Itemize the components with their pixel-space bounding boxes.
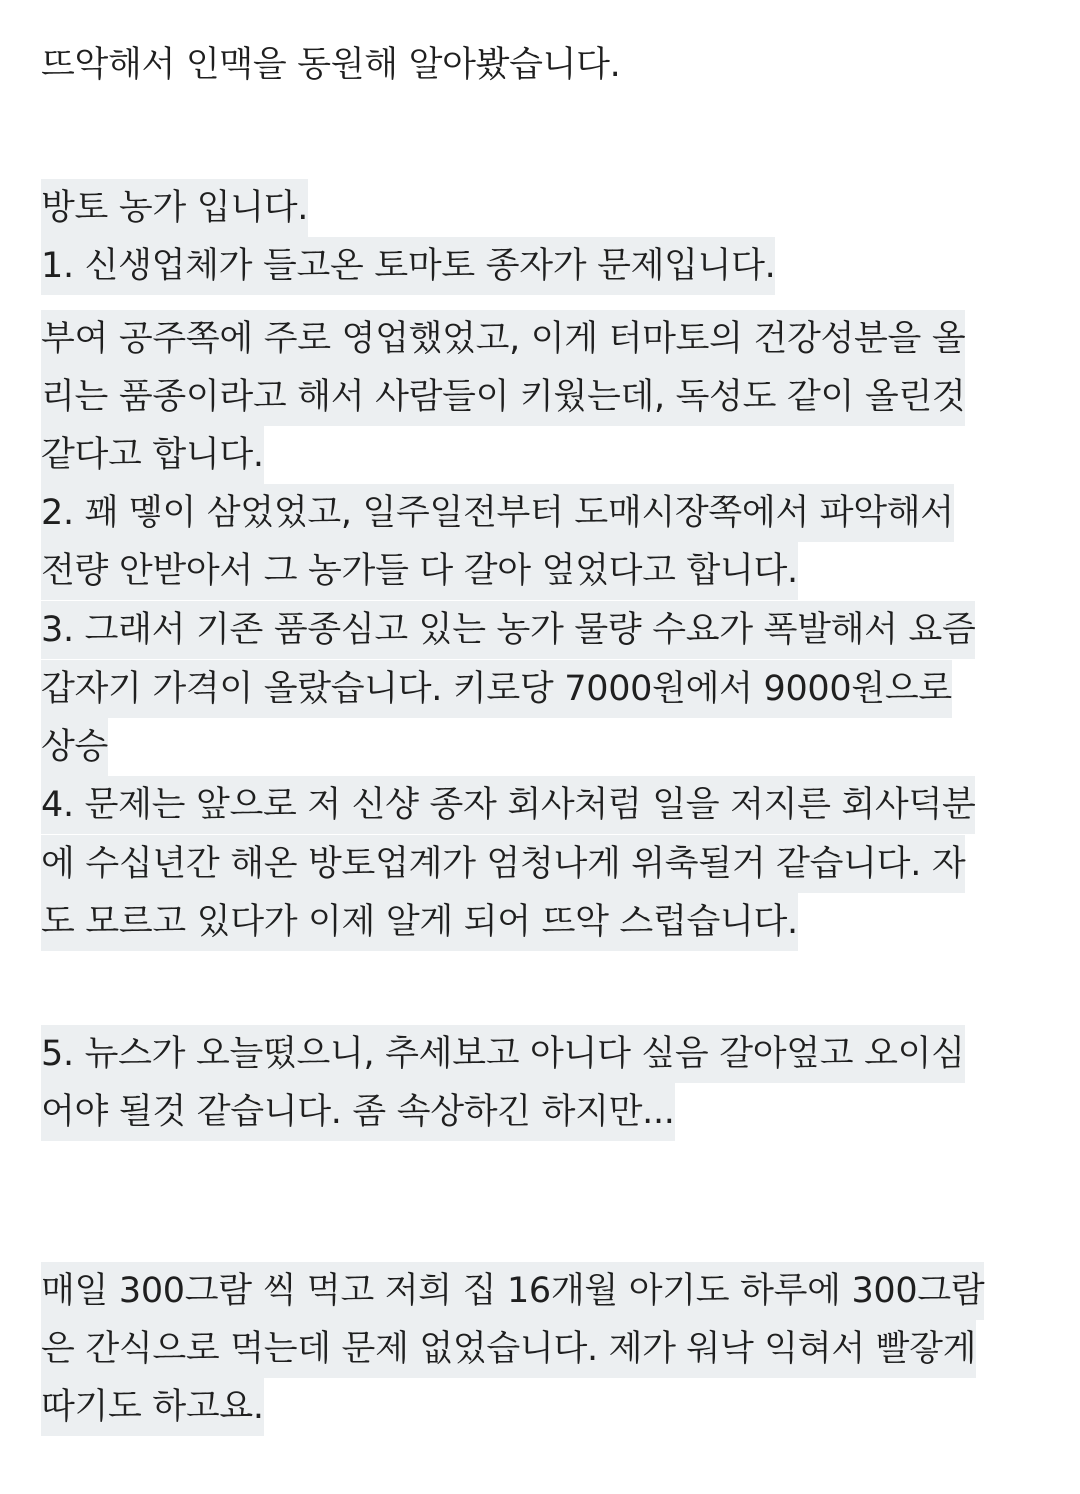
- quote-line: 방토 농가 입니다.: [41, 179, 308, 237]
- quote-line: 부여 공주쪽에 주로 영업했었고, 이게 터마토의 건강성분을 올: [41, 310, 965, 368]
- quote-line: 2. 꽤 멯이 삼었었고, 일주일전부터 도매시장쪽에서 파악해서: [41, 484, 954, 542]
- quote-line: 리는 품종이라고 해서 사람들이 키웠는데, 독성도 같이 올린것: [41, 368, 965, 426]
- quote-line: 도 모르고 있다가 이제 알게 되어 뜨악 스럽습니다.: [41, 893, 798, 951]
- quote-line: 어야 될것 같습니다. 좀 속상하긴 하지만...: [41, 1083, 675, 1141]
- quote-line: 전량 안받아서 그 농가들 다 갈아 엎었다고 합니다.: [41, 542, 798, 600]
- quote-line: 에 수십년간 해온 방토업계가 엄청나게 위축될거 같습니다. 자: [41, 835, 965, 893]
- quote-line: 3. 그래서 기존 품종심고 있는 농가 물량 수요가 폭발해서 요즘: [41, 601, 975, 659]
- intro-text: 뜨악해서 인맥을 동원해 알아봤습니다.: [41, 45, 621, 85]
- quote-line: 1. 신생업체가 들고온 토마토 종자가 문제입니다.: [41, 237, 775, 295]
- quote-line: 따기도 하고요.: [41, 1378, 264, 1436]
- quote-line: 같다고 합니다.: [41, 426, 264, 484]
- quote-line: 4. 문제는 앞으로 저 신샹 종자 회사처럼 일을 저지른 회사덕분: [41, 776, 975, 834]
- quote-line: 5. 뉴스가 오늘떴으니, 추세보고 아니다 싶음 갈아엎고 오이심: [41, 1025, 965, 1083]
- quote-line: 매일 300그람 씩 먹고 저희 집 16개월 아기도 하루에 300그람: [41, 1262, 984, 1320]
- quote-line: 상승: [41, 718, 108, 776]
- quote-line: 은 간식으로 먹는데 문제 없었습니다. 제가 워낙 익혀서 빨갛게: [41, 1320, 976, 1378]
- quote-line: 갑자기 가격이 올랐습니다. 키로당 7000원에서 9000원으로: [41, 660, 952, 718]
